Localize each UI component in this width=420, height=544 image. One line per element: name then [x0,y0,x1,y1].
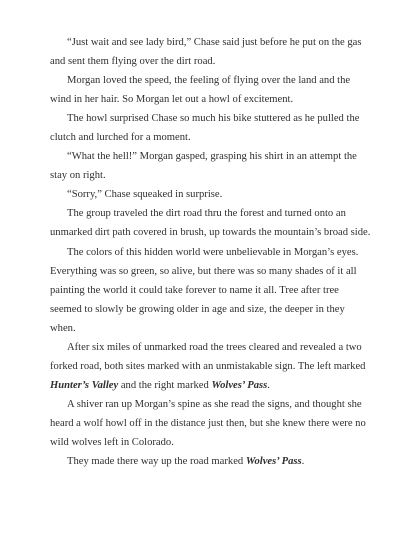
paragraph [50,147,372,185]
place-name: Hunter’s Valley [50,379,119,391]
paragraph [50,243,372,338]
text-segment: and the right marked [118,379,212,391]
paragraph [50,71,372,109]
text-segment: “What the hell!” Morgan gasped, grasping his shirt in an attempt the stay on right. [50,151,357,182]
text-segment: The howl surprised Chase so much his bike stuttered as he pulled the clutch and lurched for a moment. [50,113,360,144]
paragraph [50,185,372,204]
paragraph [50,204,372,242]
body-text [50,33,372,471]
place-name: Wolves’ Pass [245,456,302,468]
text-segment: . [267,379,270,391]
place-name: Wolves’ Pass [211,379,268,391]
text-segment: A shiver ran up Morgan’s spine as she read the signs, and thought she heard a wolf howl off in the distance just then, but she knew there were no wild wolves left in Colorado. [50,398,366,448]
text-segment: They made there way up the road marked [67,456,246,468]
paragraph [50,33,372,71]
text-segment: . [301,456,305,468]
paragraph [50,338,372,395]
paragraph [50,452,372,471]
text-segment: “Sorry,” Chase squeaked in surprise. [67,189,223,201]
text-segment: After six miles of unmarked road the trees cleared and revealed a two forked road, both sites marked with an unmistakable sign. The left marked [50,341,366,372]
text-segment: “Just wait and see lady bird,” Chase said just before he put on the gas and sent them flying over the dirt road. [50,37,362,68]
text-segment: The colors of this hidden world were unbelievable in Morgan’s eyes. Everything was so green, so alive, but there was so many shades of it all painting the world it could take forever to name it all. Tree after tree seemed to slowly be growing older in age and size, the deeper in they when. [50,246,359,334]
paragraph [50,109,372,147]
text-segment: The group traveled the dirt road thru the forest and turned onto an unmarked dirt path covered in brush, up towards the mountain’s broad side. [50,208,371,239]
paragraph [50,395,372,452]
text-segment: Morgan loved the speed, the feeling of flying over the land and the wind in her hair. So Morgan let out a howl of excitement. [50,75,351,106]
